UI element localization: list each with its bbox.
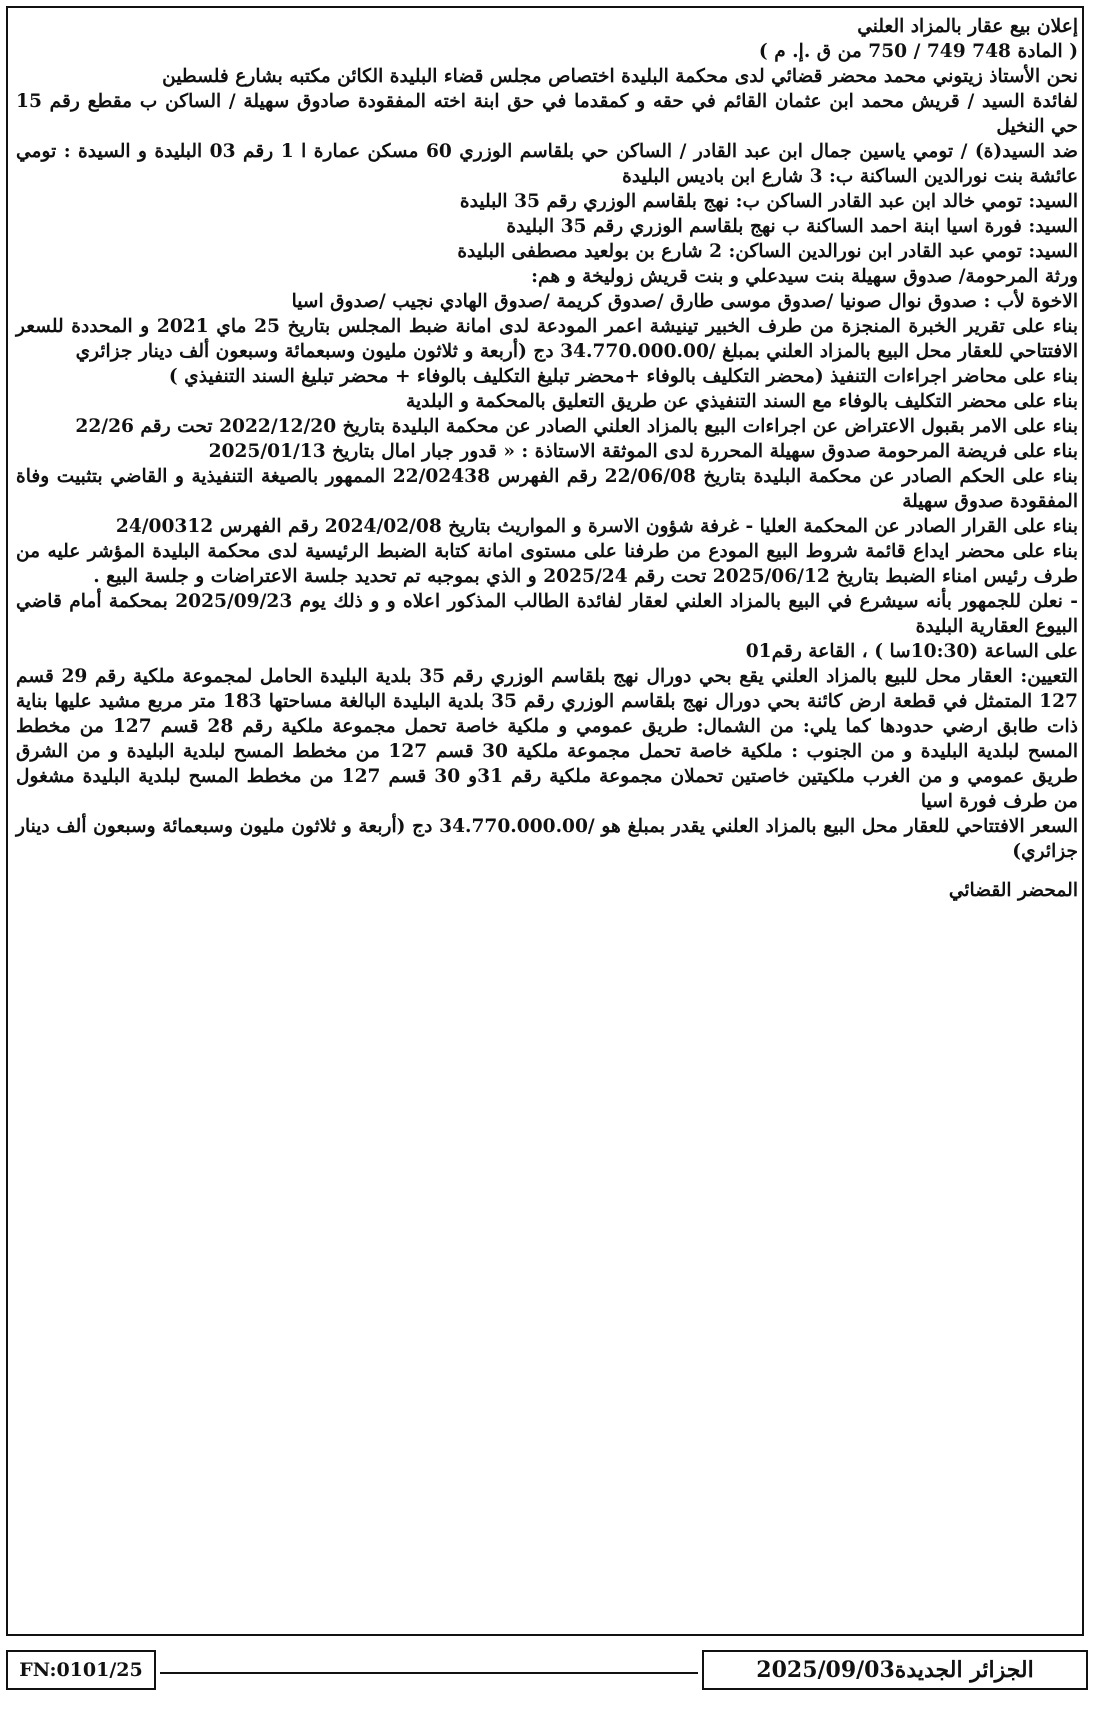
- footer-rule: [160, 1672, 698, 1674]
- paragraph-heirs: ورثة المرحومة/ صدوق سهيلة بنت سيدعلي و بنت قريش زوليخة و هم:: [531, 266, 1078, 287]
- paragraph-auction-time: على الساعة (10:30سا ) ، القاعة رقم01: [745, 641, 1078, 662]
- paragraph-beneficiary: لفائدة السيد / قريش محمد ابن عثمان القائم في حقه و كمقدما في حق ابنة اخته المفقودة صادوق سهيلة / الساكن ب مقطع رقم 15 حي النخيل: [16, 91, 1078, 137]
- paragraph-opening-price: السعر الافتتاحي للعقار محل البيع بالمزاد العلني يقدر بمبلغ هو /34.770.000.00 دج (أربعة و ثلاثون مليون وسبعمائة وسبعون ألف دينار جزائري): [16, 816, 1078, 862]
- paragraph-supreme-court: بناء على القرار الصادر عن المحكمة العليا - غرفة شؤون الاسرة و المواريث بتاريخ 2024/02/08 رقم الفهرس 24/00312: [115, 516, 1078, 537]
- paragraph-against: ضد السيد(ة) / تومي ياسين جمال ابن عبد القادر / الساكن حي بلقاسم الوزري 60 مسكن عمارة ا 1 رقم 03 البليدة و السيدة : تومي عائشة بنت نورالدين الساكنة ب: 3 شارع ابن باديس البليدة: [16, 141, 1078, 187]
- announcement-body: [16, 14, 1078, 903]
- paragraph-auction-date: - نعلن للجمهور بأنه سيشرع في البيع بالمزاد العلني لعقار لفائدة الطالب المذكور اعلاه و و ذلك يوم 2025/09/23 بمحكمة أمام قاضي البيوع العقارية البليدة: [16, 591, 1078, 637]
- paragraph-inheritance: بناء على فريضة المرحومة صدوق سهيلة المحررة لدى الموثقة الاستاذة : « قدور جبار امال بتاريخ 2025/01/13: [208, 441, 1078, 462]
- paragraph-notice: بناء على محضر التكليف بالوفاء مع السند التنفيذي عن طريق التعليق بالمحكمة و البلدية: [406, 391, 1078, 412]
- newspaper-box: الجزائر الجديدة2025/09/03: [702, 1650, 1088, 1690]
- paragraph-execution: بناء على محاضر اجراءات التنفيذ (محضر التكليف بالوفاء +محضر تبليغ التكليف بالوفاء + محضر تبليغ السند التنفيذي ): [168, 366, 1078, 387]
- announcement-title: إعلان بيع عقار بالمزاد العلني: [857, 16, 1078, 37]
- paragraph-expertise: بناء على تقرير الخبرة المنجزة من طرف الخبير تينيشة اعمر المودعة لدى امانة ضبط المجلس بتاريخ 25 ماي 2021 و المحددة للسعر الافتتاحي للعقار محل البيع بالمزاد العلني بمبلغ /34.770.000.00 دج (أربعة و ثلاثون مليون وسبعمائة وسبعون ألف دينار جزائري: [16, 316, 1078, 362]
- paragraph-conditions: بناء على محضر ايداع قائمة شروط البيع المودع من طرفنا على مستوى امانة كتابة الضبط الرئيسية لدى محكمة البليدة المؤشر عليه من طرف رئيس امناء الضبط بتاريخ 2025/06/12 تحت رقم 2025/24 و الذي بموجبه تم تحديد جلسة الاعتراضات و جلسة البيع .: [16, 541, 1078, 587]
- paragraph-party-1: السيد: تومي خالد ابن عبد القادر الساكن ب: نهج بلقاسم الوزري رقم 35 البليدة: [459, 191, 1078, 212]
- paragraph-party-3: السيد: تومي عبد القادر ابن نورالدين الساكن: 2 شارع بن بولعيد مصطفى البليدة: [457, 241, 1078, 262]
- article-reference: ( المادة 748 749 / 750 من ق .إ. م ): [758, 41, 1078, 62]
- paragraph-judgment: بناء على الحكم الصادر عن محكمة البليدة بتاريخ 22/06/08 رقم الفهرس 22/02438 الممهور بالصيغة التنفيذية و القاضي بتثبيت وفاة المفقودة صدوق سهيلة: [16, 466, 1078, 512]
- paragraph-party-2: السيد: فورة اسيا ابنة احمد الساكنة ب نهج بلقاسم الوزري رقم 35 البليدة: [506, 216, 1078, 237]
- footer: [6, 1650, 1088, 1694]
- paragraph-bailiff: نحن الأستاذ زيتوني محمد محضر قضائي لدى محكمة البليدة اختصاص مجلس قضاء البليدة الكائن مكتبه بشارع فلسطين: [162, 66, 1078, 87]
- fn-code-box: FN:0101/25: [6, 1650, 156, 1690]
- signature: المحضر القضائي: [948, 880, 1078, 901]
- paragraph-designation: التعيين: العقار محل للبيع بالمزاد العلني يقع بحي دورال نهج بلقاسم الوزري رقم 35 بلدية البليدة الحامل لمجموعة ملكية رقم 29 قسم 127 المتمثل في قطعة ارض كائنة بحي دورال نهج بلقاسم الوزري رقم 35 بلدية البليدة البالغة مساحتها 183 متر مربع مشيد عليها بناية ذات طابق ارضي حدودها كما يلي: من الشمال: طريق عمومي و ملكية خاصة تحمل مجموعة ملكية رقم 28 قسم 127 من مخطط المسح لبلدية البليدة و من الجنوب : ملكية خاصة تحمل مجموعة ملكية 30 قسم 127 من مخطط المسح لبلدية البليدة و من الشرق طريق عمومي و من الغرب ملكيتين خاصتين تحملان مجموعة ملكية رقم 31و 30 قسم 127 من مخطط المسح لبلدية البليدة مشغول من طرف فورة اسيا: [16, 666, 1078, 812]
- paragraph-siblings: الاخوة لأب : صدوق نوال صونيا /صدوق موسى طارق /صدوق كريمة /صدوق الهادي نجيب /صدوق اسيا: [291, 291, 1078, 312]
- paragraph-objection-order: بناء على الامر بقبول الاعتراض عن اجراءات البيع بالمزاد العلني الصادر عن محكمة البليدة بتاريخ 2022/12/20 تحت رقم 22/26: [75, 416, 1078, 437]
